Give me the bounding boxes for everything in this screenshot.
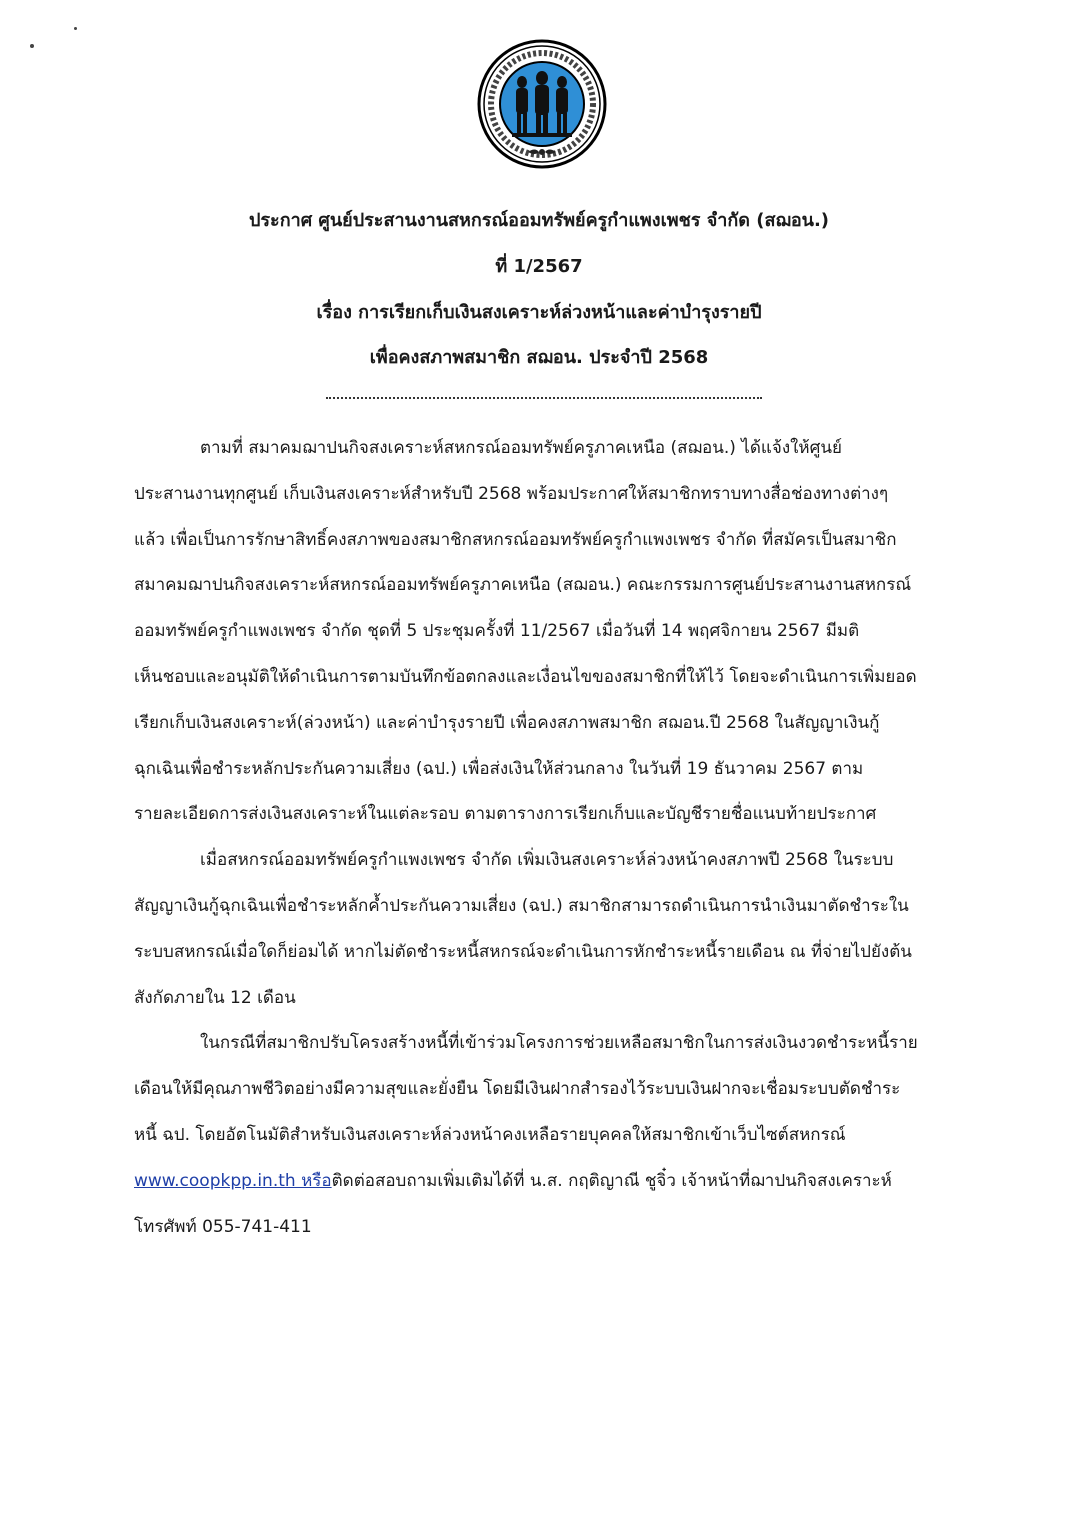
paragraph-2-line: สัญญาเงินกู้ฉุกเฉินเพื่อชำระหลักค้ำประกันความเสี่ยง (ฉป.) สมาชิกสามารถดำเนินการนำเงินมาตัดชำระใน bbox=[134, 895, 909, 916]
announcement-title: ประกาศ ศูนย์ประสานงานสหกรณ์ออมทรัพย์ครูกำแพงเพชร จำกัด (สฌอน.) bbox=[248, 210, 830, 231]
paragraph-2-line: เมื่อสหกรณ์ออมทรัพย์ครูกำแพงเพชร จำกัด เพิ่มเงินสงเคราะห์ล่วงหน้าคงสภาพปี 2568 ในระบบ bbox=[200, 850, 894, 871]
paragraph-3-line: ในกรณีที่สมาชิกปรับโครงสร้างหนี้ที่เข้าร่วมโครงการช่วยเหลือสมาชิกในการส่งเงินงวดชำระหนี้ราย bbox=[200, 1033, 918, 1054]
paragraph-3-line: เดือนให้มีคุณภาพชีวิตอย่างมีความสุขและยั่งยืน โดยมีเงินฝากสำรองไว้ระบบเงินฝากจะเชื่อมระบบตัดชำระ bbox=[134, 1079, 901, 1100]
announcement-subject: เรื่อง การเรียกเก็บเงินสงเคราะห์ล่วงหน้าและค่าบำรุงรายปี bbox=[316, 302, 762, 323]
organization-seal-logo bbox=[476, 38, 608, 170]
paragraph-2-line: ระบบสหกรณ์เมื่อใดก็ย่อมได้ หากไม่ตัดชำระหนี้สหกรณ์จะดำเนินการหักชำระหนี้รายเดือน ณ ที่จ่ายไปยังต้น bbox=[134, 941, 912, 962]
paragraph-1-line: ตามที่ สมาคมฌาปนกิจสงเคราะห์สหกรณ์ออมทรัพย์ครูภาคเหนือ (สฌอน.) ได้แจ้งให้ศูนย์ bbox=[200, 438, 842, 458]
scan-speck bbox=[74, 27, 77, 30]
announcement-subject-continued: เพื่อคงสภาพสมาชิก สฌอน. ประจำปี 2568 bbox=[369, 347, 709, 368]
paragraph-1-line: เห็นชอบและอนุมัติให้ดำเนินการตามบันทึกข้อตกลงและเงื่อนไขของสมาชิกที่ให้ไว้ โดยจะดำเนินการเพิ่มยอด bbox=[134, 666, 917, 687]
paragraph-1-line: เรียกเก็บเงินสงเคราะห์(ล่วงหน้า) และค่าบำรุงรายปี เพื่อคงสภาพสมาชิก สฌอน.ปี 2568 ในสัญญาเงินกู้ bbox=[134, 712, 880, 733]
paragraph-1-line: ออมทรัพย์ครูกำแพงเพชร จำกัด ชุดที่ 5 ประชุมครั้งที่ 11/2567 เมื่อวันที่ 14 พฤศจิกายน 2567 มีมติ bbox=[134, 621, 860, 642]
paragraph-1-line: ฉุกเฉินเพื่อชำระหลักประกันความเสี่ยง (ฉป.) เพื่อส่งเงินให้ส่วนกลาง ในวันที่ 19 ธันวาคม 2567 ตาม bbox=[134, 758, 864, 779]
paragraph-2-line: สังกัดภายใน 12 เดือน bbox=[134, 987, 296, 1008]
paragraph-1-line: รายละเอียดการส่งเงินสงเคราะห์ในแต่ละรอบ ตามตารางการเรียกเก็บและบัญชีรายชื่อแนบท้ายประกาศ bbox=[134, 804, 877, 825]
paragraph-3-line: หนี้ ฉป. โดยอัตโนมัติสำหรับเงินสงเคราะห์ล่วงหน้าคงเหลือรายบุคคลให้สมาชิกเข้าเว็บไซต์สหกรณ์ bbox=[134, 1124, 846, 1145]
paragraph-1-line: แล้ว เพื่อเป็นการรักษาสิทธิ์คงสภาพของสมาชิกสหกรณ์ออมทรัพย์ครูกำแพงเพชร จำกัด ที่สมัครเป็นสมาชิก bbox=[134, 529, 897, 550]
scan-speck bbox=[30, 44, 34, 48]
website-link[interactable]: www.coopkpp.in.th หรือ bbox=[134, 1170, 332, 1191]
paragraph-1-line: ประสานงานทุกศูนย์ เก็บเงินสงเคราะห์สำหรับปี 2568 พร้อมประกาศให้สมาชิกทราบทางสื่อช่องทางต่างๆ bbox=[134, 483, 889, 504]
paragraph-1-line: สมาคมฌาปนกิจสงเคราะห์สหกรณ์ออมทรัพย์ครูภาคเหนือ (สฌอน.) คณะกรรมการศูนย์ประสานงานสหกรณ์ bbox=[134, 575, 912, 596]
announcement-number: ที่ 1/2567 bbox=[495, 256, 583, 277]
contact-text: ติดต่อสอบถามเพิ่มเติมได้ที่ น.ส. กฤติญาณี ชูจิ๋ว เจ้าหน้าที่ฌาปนกิจสงเคราะห์ bbox=[331, 1170, 892, 1191]
paragraph-3-link-line bbox=[134, 1159, 964, 1205]
announcement-body bbox=[134, 426, 964, 1250]
dotted-divider bbox=[326, 397, 762, 399]
phone-line: โทรศัพท์ 055-741-411 bbox=[134, 1216, 312, 1237]
